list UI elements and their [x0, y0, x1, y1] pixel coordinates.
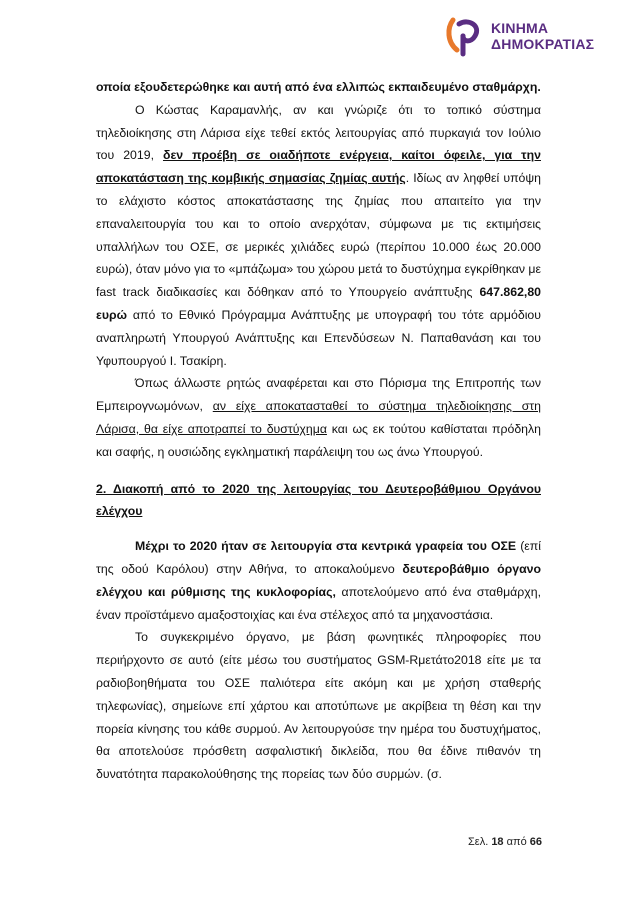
bold-text: Μέχρι το 2020 ήταν σε λειτουργία στα κεντρικά γραφεία του ΟΣΕ — [135, 539, 517, 554]
paragraph-4 — [96, 535, 541, 626]
bold-underline-text: δεν προέβη σε οιαδήποτε ενέργεια, καίτοι όφειλε, για την αποκατάσταση της κομβικής σημασίας ζημίας αυτής — [96, 148, 541, 186]
amount-text: 647.862,80 ευρώ — [96, 285, 541, 322]
text-run: Όπως άλλωστε ρητώς αναφέρεται και στο Πόρισμα της Επιτροπής των Εμπειρογνωμόνων, — [96, 376, 541, 414]
text-run: Ο Κώστας Καραμανλής, αν και γνώριζε ότι το τοπικό σύστημα τηλεδιοίκησης στη Λάρισα είχε τεθεί εκτός λειτουργίας από πυρκαγιά τον Ιούλιο του 2019, — [96, 102, 541, 163]
paragraph-1 — [96, 76, 541, 99]
paragraph-3 — [96, 372, 541, 463]
logo-text — [491, 20, 594, 52]
paragraph-2 — [96, 99, 541, 373]
current-page: 18 — [491, 836, 504, 848]
page-separator: από — [503, 836, 530, 848]
paragraph-5 — [96, 626, 541, 786]
total-pages: 66 — [529, 836, 542, 848]
section-heading-text: 2. Διακοπή από το 2020 της λειτουργίας του Δευτεροβάθμιου Οργάνου ελέγχου — [96, 481, 541, 519]
text-run: αποτελούμενο από ένα σταθμάρχη, έναν προϊστάμενο αμαξοστοιχίας και ένα στέλεχος από τα μηχανοστάσια. — [96, 584, 542, 622]
text-run: (επί της οδού Καρόλου) στην Αθήνα, το αποκαλούμενο — [96, 539, 542, 576]
logo-line-2: ΔΗΜΟΚΡΑΤΙΑΣ — [491, 36, 595, 52]
page-prefix: Σελ. — [467, 836, 492, 848]
underline-text: αν είχε αποκατασταθεί το σύστημα τηλεδιοίκησης στη Λάρισα, θα είχε αποτραπεί το δυστύχημα — [96, 399, 542, 436]
text-run: από το Εθνικό Πρόγραμμα Ανάπτυξης με υπογραφή του τότε αρμόδιου αναπληρωτή Υπουργού Ανάπτυξης και Επενδύσεων Ν. Παπαθανάση και του Υφυπουργού Ι. Τσακίρη. — [96, 307, 541, 368]
bold-text: οποία εξουδετερώθηκε και αυτή από ένα ελλιπώς εκπαιδευμένο σταθμάρχη. — [96, 80, 541, 94]
document-body — [96, 76, 541, 786]
kinima-dimokratias-logo-icon — [443, 14, 487, 58]
bold-text: δευτεροβάθμιο όργανο ελέγχου και ρύθμισης της κυκλοφορίας, — [96, 561, 541, 599]
text-run: και ως εκ τούτου καθίσταται πρόδηλη και σαφής, η ουσιώδης εγκληματική παράλειψη του ως άνω Υπουργού. — [96, 421, 541, 459]
text-run: . Ιδίως αν ληφθεί υπόψη το ελάχιστο κόστος αποκατάστασης της ζημίας που απαιτείτο για την επαναλειτουργία του και το οποίο ανερχόταν, σύμφωνα με τις εκτιμήσεις υπαλλήλων του ΟΣΕ, σε μερικές χιλιάδες ευρώ (περίπου 10.000 έως 20.000 ευρώ), όταν μόνο για το «μπάζωμα» του χώρου μετά το δυστύχημα εγκρίθηκαν με fast track διαδικασίες και δόθηκαν από το Υπουργείο ανάπτυξης — [96, 171, 541, 300]
page-number — [468, 836, 542, 848]
section-heading — [96, 478, 541, 524]
text-run: Το συγκεκριμένο όργανο, με βάση φωνητικές πληροφορίες που περιήρχοντο σε αυτό (είτε μέσω του συστήματος GSM-Rμετάτο2018 είτε με τα ραδιοβοηθήματα του ΟΣΕ παλιότερα είτε ακόμη και με χρήση σταθερής τηλεφωνίας), σημείωνε επί χάρτου και αποτύπωνε με ακρίβεια τη θέση και την πορεία κίνησης του κάθε συρμού. Αν λειτουργούσε την ημέρα του δυστυχήματος, θα αποτελούσε πρόσθετη ασφαλιστική δικλείδα, που θα έδινε πιθανόν τη δυνατότητα παρακολούθησης της πορείας των δύο συρμών. (σ. — [96, 630, 541, 782]
party-logo — [443, 14, 593, 58]
logo-line-1: ΚΙΝΗΜΑ — [491, 20, 549, 36]
